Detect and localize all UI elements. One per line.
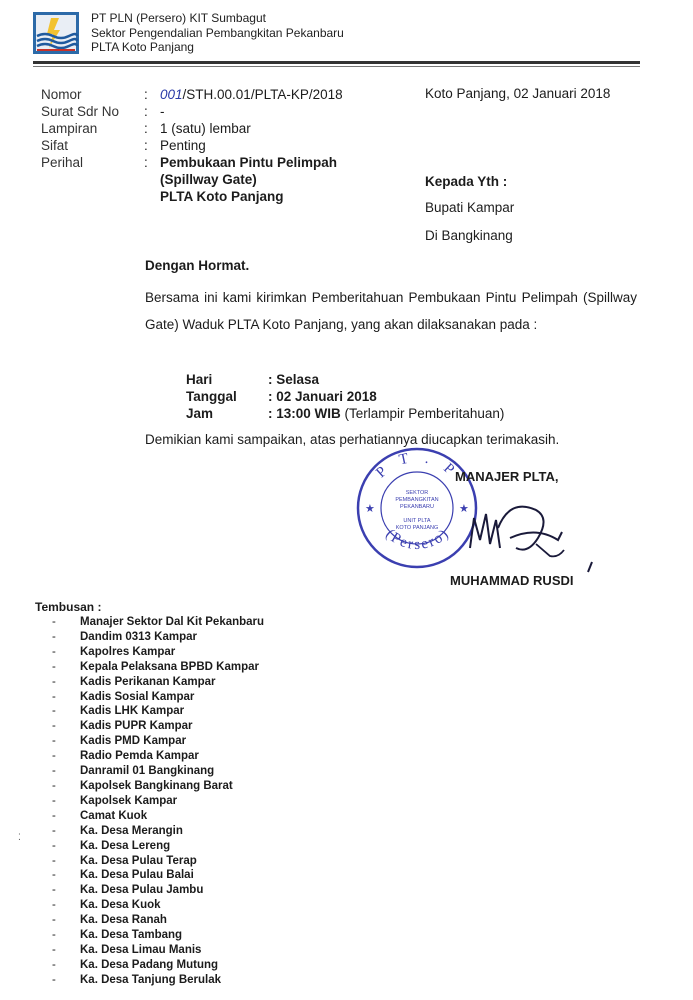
tembusan-recipient: Kadis PMD Kampar [80,735,187,748]
tembusan-recipient: Radio Pemda Kampar [80,750,199,763]
list-dash: - [52,645,56,658]
list-dash: - [52,675,56,688]
svg-text:★: ★ [365,503,375,515]
colon: : [144,155,148,170]
surat-sdr-label: Surat Sdr No [41,104,120,119]
list-dash: - [52,943,56,956]
signer-title: MANAJER PLTA, [455,469,559,484]
colon: : [144,104,148,119]
list-dash: - [52,899,56,912]
list-dash: - [52,839,56,852]
tembusan-list-item [40,794,264,809]
stamp-inner-4: UNIT PLTA [403,518,431,524]
perihal-line-2: (Spillway Gate) [160,172,257,187]
tembusan-recipient: Kadis LHK Kampar [80,705,185,718]
tembusan-recipient: Kadis Sosial Kampar [80,690,195,703]
surat-sdr-value: - [160,104,165,119]
tembusan-list-item [40,868,264,883]
list-dash: - [52,869,56,882]
tembusan-title: Tembusan : [35,600,102,614]
greeting: Dengan Hormat. [145,258,250,273]
list-dash: - [52,750,56,763]
tembusan-list-item [40,898,264,913]
list-dash: - [52,705,56,718]
tembusan-recipient: Ka. Desa Pulau Jambu [80,884,204,897]
tembusan-list-item [40,615,264,630]
stamp-inner-3: PEKANBARU [400,504,434,510]
list-dash: - [52,914,56,927]
tembusan-list-item [40,809,264,824]
colon: : [144,87,148,102]
tembusan-recipient: Kapolsek Kampar [80,794,178,807]
tembusan-recipient: Ka. Desa Tambang [80,929,183,942]
closing-text: Demikian kami sampaikan, atas perhatiannya diucapkan terimakasih. [145,432,560,447]
jam-value: : 13:00 WIB [268,406,341,421]
perihal-line-3: PLTA Koto Panjang [160,189,284,204]
tanggal-label: Tanggal [186,389,237,404]
stamp-top-text: P T . P [373,449,462,482]
sifat-value: Penting [160,138,206,153]
colon: : [144,121,148,136]
list-dash: - [52,973,56,986]
tembusan-list-item [40,719,264,734]
tembusan-list-item [40,690,264,705]
tembusan-list-item [40,749,264,764]
handwritten-signature-icon [440,478,600,578]
tembusan-recipient: Ka. Desa Pulau Terap [80,854,197,867]
tembusan-recipient: Kepala Pelaksana BPBD Kampar [80,660,259,673]
stamp-bottom-text: (Persero) [382,525,454,553]
tembusan-list [40,615,264,988]
tembusan-recipient: Ka. Desa Merangin [80,824,183,837]
tembusan-recipient: Kapolres Kampar [80,645,176,658]
organization-header [91,11,344,55]
list-dash: - [52,660,56,673]
stamp-inner-1: SEKTOR [405,490,429,496]
tembusan-recipient: Ka. Desa Kuok [80,899,161,912]
tembusan-recipient: Ka. Desa Lereng [80,839,171,852]
tembusan-list-item [40,913,264,928]
tembusan-list-item [40,883,264,898]
date-place: Koto Panjang, 02 Januari 2018 [425,86,611,101]
tembusan-recipient: Danramil 01 Bangkinang [80,765,215,778]
nomor-label: Nomor [41,87,82,102]
recipient-heading: Kepada Yth : [425,174,508,189]
hari-value: : Selasa [268,372,320,387]
tembusan-list-item [40,824,264,839]
list-dash: - [52,854,56,867]
tembusan-recipient: Dandim 0313 Kampar [80,630,197,643]
lampiran-label: Lampiran [41,121,98,136]
tembusan-recipient: Ka. Desa Pulau Balai [80,869,194,882]
signer-name: MUHAMMAD RUSDI [450,573,574,588]
tembusan-list-item [40,943,264,958]
recipient-place: Di Bangkinang [425,228,513,243]
scan-specks: ⁚ [18,832,21,842]
jam-label: Jam [186,406,214,421]
list-dash: - [52,929,56,942]
nomor-value [160,86,343,103]
tembusan-list-item [40,734,264,749]
tembusan-list-item [40,660,264,675]
jam-row [268,405,504,422]
sifat-label: Sifat [41,138,69,153]
stamp-inner-5: KOTO PANJANG [395,525,439,531]
list-dash: - [52,779,56,792]
tembusan-list-item [40,779,264,794]
list-dash: - [52,616,56,628]
tembusan-list-item [40,764,264,779]
org-line-2: Sektor Pengendalian Pembangkitan Pekanbaru [91,25,344,40]
nomor-code: /STH.00.01/PLTA-KP/2018 [182,87,343,102]
stamp-inner-2: PEMBANGKITAN [395,497,439,503]
tembusan-list-item [40,704,264,719]
nomor-number: 001 [160,87,183,102]
tembusan-recipient: Ka. Desa Tanjung Berulak [80,973,222,986]
lampiran-value: 1 (satu) lembar [160,121,251,136]
tembusan-recipient: Ka. Desa Ranah [80,914,167,927]
list-dash: - [52,884,56,897]
list-dash: - [52,824,56,837]
recipient-name: Bupati Kampar [425,200,515,215]
pln-logo-icon [33,12,79,54]
tembusan-list-item [40,973,264,988]
body-paragraph: Bersama ini kami kirimkan Pemberitahuan Pembukaan Pintu Pelimpah (Spillway Gate) Waduk PLTA Koto Panjang, yang akan dilaksanakan pada : [145,290,637,332]
list-dash: - [52,735,56,748]
org-line-3: PLTA Koto Panjang [91,40,194,54]
svg-text:★: ★ [459,503,469,515]
list-dash: - [52,809,56,822]
perihal-label: Perihal [41,155,84,170]
tembusan-list-item [40,839,264,854]
colon: : [144,138,148,153]
header-divider-thick [33,61,640,64]
tembusan-list-item [40,958,264,973]
list-dash: - [52,720,56,733]
tembusan-list-item [40,928,264,943]
tembusan-recipient: Kadis Perikanan Kampar [80,675,216,688]
tembusan-list-item [40,675,264,690]
list-dash: - [52,765,56,778]
perihal-line-1: Pembukaan Pintu Pelimpah [160,155,338,170]
tembusan-recipient: Ka. Desa Limau Manis [80,943,202,956]
header-divider-thin [33,66,640,67]
tembusan-recipient: Kadis PUPR Kampar [80,720,193,733]
list-dash: - [52,958,56,971]
tembusan-recipient: Ka. Desa Padang Mutung [80,958,219,971]
tembusan-recipient: Camat Kuok [80,809,148,822]
tembusan-recipient: Manajer Sektor Dal Kit Pekanbaru [80,616,265,628]
jam-note: (Terlampir Pemberitahuan) [344,406,505,421]
tembusan-list-item [40,854,264,869]
tembusan-list-item [40,645,264,660]
list-dash: - [52,794,56,807]
tanggal-value: : 02 Januari 2018 [268,389,377,404]
org-line-1: PT PLN (Persero) KIT Sumbagut [91,11,266,25]
list-dash: - [52,690,56,703]
tembusan-list-item [40,630,264,645]
list-dash: - [52,630,56,643]
hari-label: Hari [186,372,213,387]
tembusan-recipient: Kapolsek Bangkinang Barat [80,779,233,792]
